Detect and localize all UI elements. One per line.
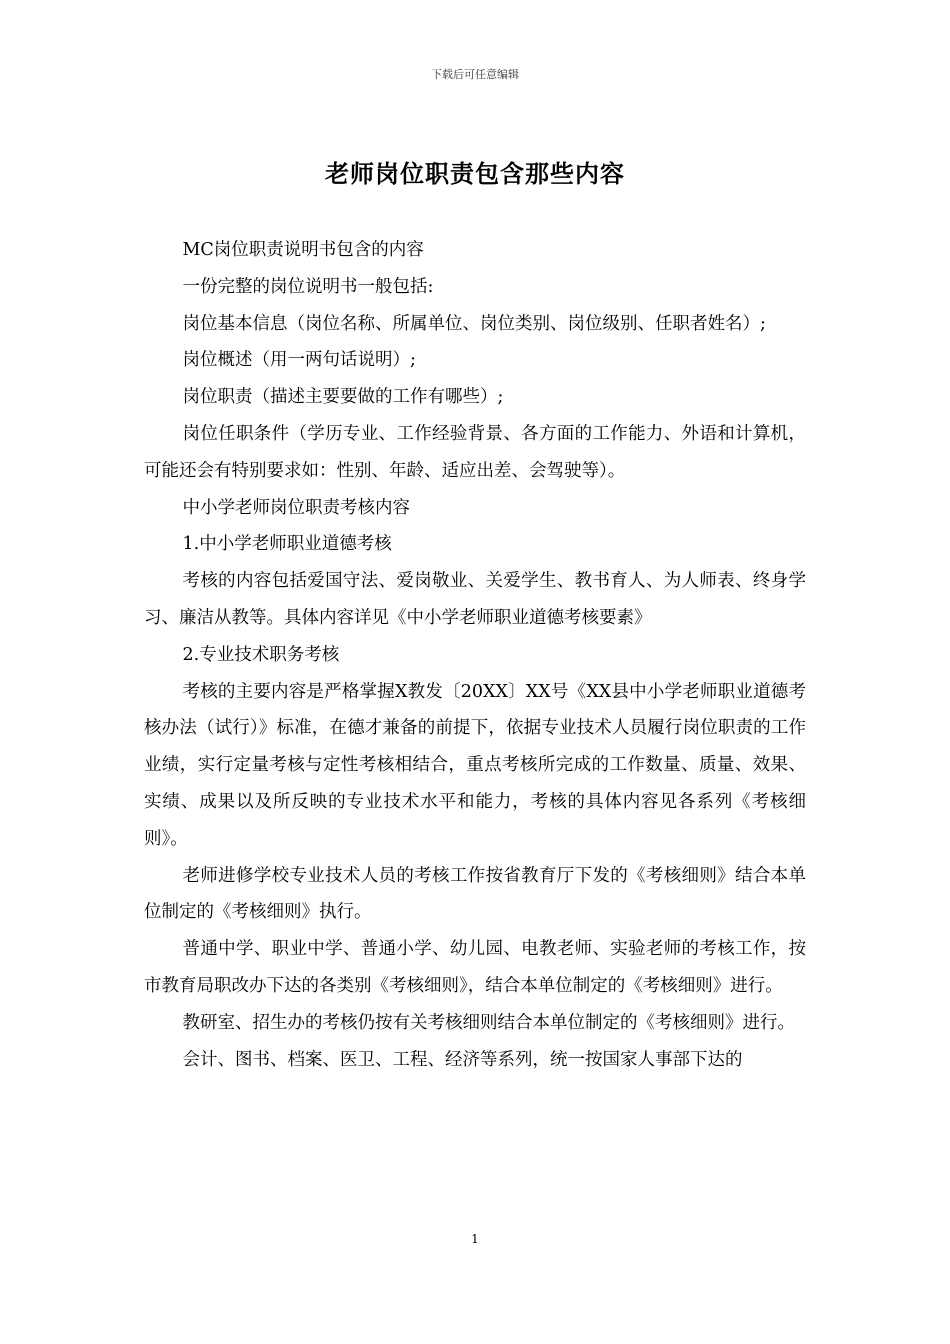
paragraph: 岗位概述（用一两句话说明）;: [182, 350, 416, 371]
paragraph: 1.中小学老师职业道德考核: [182, 534, 392, 555]
document-title: 老师岗位职责包含那些内容: [325, 160, 625, 188]
page-header-note: 下载后可任意编辑: [431, 68, 519, 81]
paragraph: 岗位任职条件（学历专业、工作经验背景、各方面的工作能力、外语和计算机，可能还会有特别要求如：性别、年龄、适应出差、会驾驶等）。: [144, 423, 806, 481]
paragraph: 老师进修学校专业技术人员的考核工作按省教育厅下发的《考核细则》结合本单位制定的《考核细则》执行。: [144, 865, 806, 923]
paragraph: 教研室、招生办的考核仍按有关考核细则结合本单位制定的《考核细则》进行。: [182, 1012, 795, 1033]
paragraph: 中小学老师岗位职责考核内容: [182, 497, 410, 518]
paragraph: 2.专业技术职务考核: [182, 644, 340, 665]
paragraph: MC岗位职责说明书包含的内容: [182, 240, 424, 260]
paragraph: 岗位职责（描述主要要做的工作有哪些）;: [182, 387, 504, 408]
paragraph: 考核的主要内容是严格掌握X教发〔20XX〕XX号《XX县中小学老师职业道德考核办法（试行）》标准，在德才兼备的前提下，依据专业技术人员履行岗位职责的工作业绩，实行定量考核与定性考核相结合，重点考核所完成的工作数量、质量、效果、实绩、成果以及所反映的专业技术水平和能力，考核的具体内容见各系列《考核细则》。: [144, 681, 806, 849]
paragraph: 会计、图书、档案、医卫、工程、经济等系列，统一按国家人事部下达的: [182, 1049, 743, 1070]
paragraph: 普通中学、职业中学、普通小学、幼儿园、电教老师、实验老师的考核工作，按市教育局职改办下达的各类别《考核细则》，结合本单位制定的《考核细则》进行。: [144, 939, 806, 996]
paragraph: 岗位基本信息（岗位名称、所属单位、岗位类别、岗位级别、任职者姓名）;: [182, 313, 766, 334]
document-body: [144, 232, 806, 1078]
page-number: 1: [471, 1232, 479, 1246]
paragraph: 一份完整的岗位说明书一般包括:: [182, 276, 434, 297]
paragraph: 考核的内容包括爱国守法、爱岗敬业、关爱学生、教书育人、为人师表、终身学习、廉洁从教等。具体内容详见《中小学老师职业道德考核要素》: [144, 571, 806, 628]
